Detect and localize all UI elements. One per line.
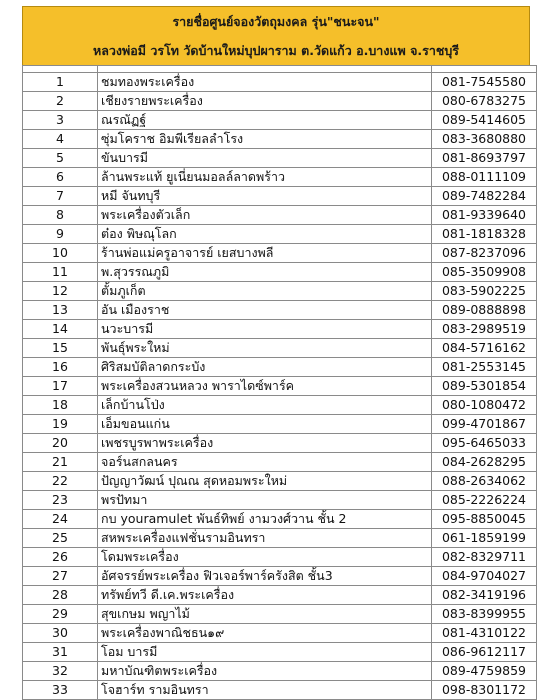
phone-number: 087-8237096 [432,244,537,263]
center-name: พันธุ์พระใหม่ [98,339,432,358]
phone-number: 086-9612117 [432,643,537,662]
table-row [23,643,537,662]
row-number: 19 [23,415,98,434]
table-row [23,396,537,415]
center-name: อัน เมืองราช [98,301,432,320]
center-name: พรปัทมา [98,491,432,510]
row-number: 17 [23,377,98,396]
table-row [23,168,537,187]
row-number: 5 [23,149,98,168]
row-number: 14 [23,320,98,339]
phone-number: 081-2553145 [432,358,537,377]
phone-number: 095-6465033 [432,434,537,453]
center-name: ชมทองพระเครื่อง [98,73,432,92]
phone-number: 083-3680880 [432,130,537,149]
row-number: 20 [23,434,98,453]
table-row [23,453,537,472]
table-row [23,358,537,377]
center-name: สหพระเครื่องแฟชั่นรามอินทรา [98,529,432,548]
phone-number: 083-5902225 [432,282,537,301]
center-name: จอร์นสกลนคร [98,453,432,472]
center-name: ทรัพย์ทวี ดี.เค.พระเครื่อง [98,586,432,605]
table-row [23,662,537,681]
phone-number: 099-4701867 [432,415,537,434]
table-row [23,206,537,225]
phone-number: 084-5716162 [432,339,537,358]
table-row [23,149,537,168]
phone-number: 083-2989519 [432,320,537,339]
table-row [23,491,537,510]
row-number: 27 [23,567,98,586]
phone-number: 080-1080472 [432,396,537,415]
table-row [23,301,537,320]
phone-number: 089-0888898 [432,301,537,320]
center-list-sheet [22,6,530,700]
phone-number: 088-0111109 [432,168,537,187]
table-row [23,130,537,149]
row-number: 15 [23,339,98,358]
center-name: โอม บารมี [98,643,432,662]
table-row [23,282,537,301]
row-number: 26 [23,548,98,567]
phone-number: 082-3419196 [432,586,537,605]
phone-number: 085-3509908 [432,263,537,282]
table-row [23,92,537,111]
table-row [23,605,537,624]
table-row [23,415,537,434]
row-number: 12 [23,282,98,301]
center-name: พ.สุวรรณภูมิ [98,263,432,282]
header-banner [22,6,530,65]
center-name: ศิริสมบัติลาดกระบัง [98,358,432,377]
phone-number: 081-9339640 [432,206,537,225]
table-row [23,624,537,643]
row-number: 30 [23,624,98,643]
row-number: 21 [23,453,98,472]
row-number: 25 [23,529,98,548]
table-row [23,377,537,396]
phone-number: 081-4310122 [432,624,537,643]
row-number: 33 [23,681,98,700]
center-name: ต๋อง พิษณุโลก [98,225,432,244]
center-name: ณรณัฏฐ์ [98,111,432,130]
table-row [23,320,537,339]
table-row [23,529,537,548]
phone-number: 081-1818328 [432,225,537,244]
table-body [23,66,537,700]
row-number: 4 [23,130,98,149]
phone-number: 084-9704027 [432,567,537,586]
row-number: 2 [23,92,98,111]
header-title: รายชื่อศูนย์จองวัตถุมงคล รุ่น"ชนะจน" [172,14,380,29]
center-name: กบ youramulet พันธ์ทิพย์ งามวงศ์วาน ชั้น 2 [98,510,432,529]
center-name: นวะบารมี [98,320,432,339]
center-name: อัศจรรย์พระเครื่อง ฟิวเจอร์พาร์ครังสิต ชั้น3 [98,567,432,586]
center-name: โจฮาร์ท รามอินทรา [98,681,432,700]
row-number: 1 [23,73,98,92]
phone-number: 081-8693797 [432,149,537,168]
phone-number: 095-8850045 [432,510,537,529]
center-name: เอ็มขอนแก่น [98,415,432,434]
phone-number: 061-1859199 [432,529,537,548]
phone-number: 082-8329711 [432,548,537,567]
row-number: 31 [23,643,98,662]
table-row [23,187,537,206]
table-row [23,73,537,92]
table-row [23,586,537,605]
center-name: ตั้มภูเก็ต [98,282,432,301]
phone-number: 081-7545580 [432,73,537,92]
phone-number: 085-2226224 [432,491,537,510]
center-name: หมี จันทบุรี [98,187,432,206]
phone-number: 089-4759859 [432,662,537,681]
table-row [23,510,537,529]
row-number: 11 [23,263,98,282]
phone-number: 098-8301172 [432,681,537,700]
center-name: พระเครื่องสวนหลวง พาราไดซ์พาร์ค [98,377,432,396]
row-number: 23 [23,491,98,510]
center-name: พระเครื่องตัวเล็ก [98,206,432,225]
table-row [23,339,537,358]
center-name: พระเครื่องพาณิชธน๑๙ [98,624,432,643]
phone-number: 080-6783275 [432,92,537,111]
center-name: สุขเกษม พญาไม้ [98,605,432,624]
row-number: 32 [23,662,98,681]
row-number: 24 [23,510,98,529]
center-name: เชียงรายพระเครื่อง [98,92,432,111]
center-name: โดมพระเครื่อง [98,548,432,567]
center-name: ขันบารมี [98,149,432,168]
center-name: ซุ่มโคราช อิมพีเรียลลำโรง [98,130,432,149]
row-number: 6 [23,168,98,187]
table-row [23,681,537,700]
center-name: เพชรบูรพาพระเครื่อง [98,434,432,453]
row-number: 28 [23,586,98,605]
table-row [23,434,537,453]
row-number: 29 [23,605,98,624]
phone-number: 083-8399955 [432,605,537,624]
table-row [23,567,537,586]
row-number: 7 [23,187,98,206]
header-subtitle: หลวงพ่อมี วรโท วัดบ้านใหม่บุปผาราม ต.วัดแก้ว อ.บางแพ จ.ราชบุรี [92,43,460,58]
row-number: 10 [23,244,98,263]
phone-number: 088-2634062 [432,472,537,491]
center-name: มหาบัณฑิตพระเครื่อง [98,662,432,681]
row-number: 22 [23,472,98,491]
row-number: 13 [23,301,98,320]
phone-number: 089-7482284 [432,187,537,206]
table-row [23,263,537,282]
row-number: 9 [23,225,98,244]
center-name: เล็กบ้านโป่ง [98,396,432,415]
center-name: ร้านพ่อแม่ครูอาจารย์ เยสบางพลี [98,244,432,263]
phone-number: 089-5414605 [432,111,537,130]
table-row [23,111,537,130]
table-row [23,472,537,491]
phone-number: 089-5301854 [432,377,537,396]
center-name: ปัญญาวัฒน์ ปุณณ สุดหอมพระใหม่ [98,472,432,491]
row-number: 16 [23,358,98,377]
table-row [23,244,537,263]
phone-number: 084-2628295 [432,453,537,472]
row-number: 18 [23,396,98,415]
row-number: 3 [23,111,98,130]
table-spacer-row [23,66,537,73]
table-row [23,225,537,244]
center-table [22,65,537,700]
row-number: 8 [23,206,98,225]
table-row [23,548,537,567]
center-name: ล้านพระแท้ ยูเนี่ยนมอลล์ลาดพร้าว [98,168,432,187]
